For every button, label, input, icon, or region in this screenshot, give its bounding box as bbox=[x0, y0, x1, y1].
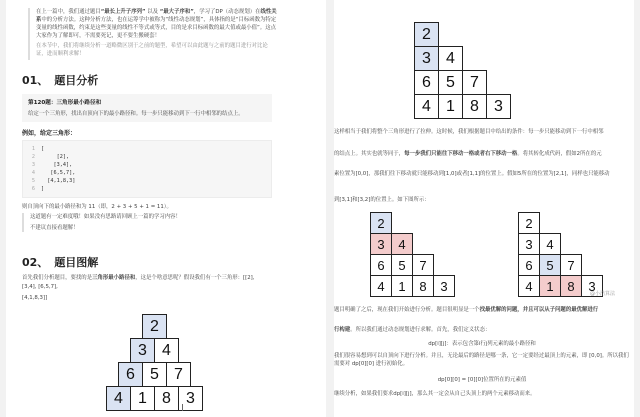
watermark: @小浩算法 bbox=[590, 291, 616, 297]
intro-text: 中的分析方法。这种分析方法，也在运筹学中被称为“线性动态规划”，具体指的是“目标函数为特定变量的线性函数，约束是这些变量的线性不等式或等式，目的是求目标函数的最大值或最小值”。这点大家作为了解即可，不需要死记，更不要生搬硬套！ bbox=[36, 17, 277, 39]
formula-dp-init: dp[0][0] = [0][0]位置所在的元素值 bbox=[437, 377, 527, 383]
triangle-cell: 3 bbox=[130, 338, 155, 363]
right-text: 。所以我们通过动态规划进行求解。首先，我们定义状态： bbox=[350, 327, 491, 333]
code-line: [4,1,8,3] bbox=[41, 178, 76, 184]
section2-line-3: [4,1,8,3]] bbox=[22, 295, 48, 301]
warning-line-1: 这道题有一定难度哦！如果没有思路请回顾上一篇的学习内容！ bbox=[30, 214, 181, 220]
triangle-cell: 5 bbox=[142, 362, 167, 387]
section2-line-1 bbox=[22, 274, 292, 282]
triangle-cell: 4 bbox=[391, 233, 413, 255]
right-para-7: 继续分析，如果我们要求dp[i][j]，那么其一定会从自己头顶上的两个元素移动而来。 bbox=[334, 391, 536, 397]
triangle-cell: 5 bbox=[539, 254, 561, 276]
triangle-cell: 4 bbox=[154, 338, 179, 363]
section-title: 题目图解 bbox=[54, 256, 99, 269]
triangle-cell: 3 bbox=[486, 94, 511, 119]
code-line-number: 5 bbox=[31, 178, 35, 184]
triangle-cell: 4 bbox=[106, 386, 131, 411]
code-line-number: 2 bbox=[31, 154, 35, 160]
triangle-cell: 2 bbox=[142, 314, 167, 339]
triangle-cell: 3 bbox=[178, 386, 203, 411]
right-bold: 每一步我们只能往下移动一格或者右下移动一格 bbox=[404, 151, 518, 157]
triangle-cell: 8 bbox=[412, 275, 434, 297]
code-line-numbers bbox=[23, 145, 35, 193]
triangle-cell: 8 bbox=[462, 94, 487, 119]
code-line-number: 3 bbox=[31, 162, 35, 168]
triangle-cell: 8 bbox=[560, 275, 582, 297]
intro-quote bbox=[28, 8, 278, 60]
example-title: 例如，给定三角形： bbox=[22, 130, 77, 137]
triangle-cell: 2 bbox=[414, 22, 439, 47]
right-para-3: 到[3,1]和[3,2]的位置上。如下图所示： bbox=[334, 197, 430, 203]
section-title: 题目分析 bbox=[54, 74, 99, 87]
section-number: 02、 bbox=[22, 256, 49, 269]
triangle-cell: 8 bbox=[154, 386, 179, 411]
code-line: [6,5,7], bbox=[41, 170, 76, 176]
triangle-cell: 3 bbox=[414, 46, 439, 71]
intro-bold-linear: 线性关系 bbox=[36, 9, 277, 23]
code-line-number: 1 bbox=[31, 146, 35, 152]
left-page bbox=[6, 0, 326, 417]
right-text: 这样相当于我们将整个三角形进行了拉伸。这时候，我们根据题目中给出的条件：每一步只能移动到下一行中相邻 bbox=[334, 129, 604, 135]
right-para-5 bbox=[334, 326, 630, 334]
triangle-cell: 7 bbox=[166, 362, 191, 387]
code-block bbox=[22, 140, 272, 198]
triangle-cell: 3 bbox=[433, 275, 455, 297]
intro-text: 在上一篇中，我们通过题目 bbox=[36, 9, 101, 15]
code-line: [2], bbox=[41, 154, 70, 160]
triangle-cell: 6 bbox=[518, 254, 540, 276]
text-cursor bbox=[182, 404, 183, 411]
triangle-cell: 6 bbox=[414, 70, 439, 95]
right-para-1 bbox=[334, 128, 630, 136]
right-para-4 bbox=[334, 306, 630, 314]
intro-bold-maxsub: “最大子序和” bbox=[159, 9, 194, 15]
triangle-cell: 6 bbox=[118, 362, 143, 387]
s2-text: 首先我们分析题目，要找的是 bbox=[22, 275, 93, 281]
triangle-cell: 3 bbox=[581, 275, 603, 297]
triangle-cell: 5 bbox=[438, 70, 463, 95]
triangle-cell: 7 bbox=[412, 254, 434, 276]
triangle-cell: 1 bbox=[391, 275, 413, 297]
triangle-cell: 7 bbox=[560, 254, 582, 276]
section-02-heading bbox=[22, 254, 98, 270]
triangle-cell: 4 bbox=[539, 233, 561, 255]
triangle-cell: 3 bbox=[370, 233, 392, 255]
intro-bold-lis: “最长上升子序列” bbox=[100, 9, 146, 15]
code-line-number: 6 bbox=[31, 186, 35, 192]
problem-title: 第120题：三角形最小路径和 bbox=[28, 100, 102, 106]
warning-quote bbox=[22, 213, 272, 232]
right-bold: 行 bbox=[592, 307, 599, 313]
formula-dp-definition: dp[i][j]：表示包含第i行j列元素的最小路径和 bbox=[428, 341, 536, 347]
code-line: [ bbox=[41, 146, 45, 152]
section-01-heading bbox=[22, 72, 98, 88]
triangle-cell: 2 bbox=[370, 212, 392, 234]
right-text: 的结点上。其实也就等同于， bbox=[334, 151, 405, 157]
intro-paragraph-1 bbox=[36, 8, 278, 40]
code-line: [3,4], bbox=[41, 162, 73, 168]
s2-text: ，这是个啥意思呢？假设我们有一个三角形：[[2], bbox=[135, 275, 255, 281]
triangle-cell: 5 bbox=[391, 254, 413, 276]
triangle-cell: 1 bbox=[539, 275, 561, 297]
section-number: 01、 bbox=[22, 74, 49, 87]
triangle-cell: 7 bbox=[462, 70, 487, 95]
triangle-cell: 1 bbox=[438, 94, 463, 119]
intro-text: 以及 bbox=[145, 9, 160, 15]
intro-paragraph-2: 在本节中，我们将继续分析一道略微区别于之前的题型，希望可以由此题与之前的题目进行对比论证，进而顺利求解！ bbox=[36, 43, 268, 57]
code-line: ] bbox=[41, 186, 45, 192]
section2-line-2: [3,4], [6,5,7], bbox=[22, 284, 58, 290]
triangle-cell: 2 bbox=[518, 212, 540, 234]
result-text: 则自顶向下的最小路径和为 11（即，2 + 3 + 5 + 1 = 11）。 bbox=[22, 204, 172, 210]
intro-text: ，学习了DP（动态规划）在 bbox=[193, 9, 261, 15]
triangle-cell: 4 bbox=[518, 275, 540, 297]
triangle-cell: 3 bbox=[518, 233, 540, 255]
right-bold: 行构建 bbox=[334, 327, 351, 333]
s2-bold: 三角形最小路径和 bbox=[92, 275, 136, 281]
right-para-6: 我们很容易想到可以自顶向下进行分析。并且，无论最后的路径是哪一条，它一定要经过最顶上的元素，即 [0,0]。所以我们需要对 dp[0][0] 进行初始化。 bbox=[334, 353, 629, 367]
problem-box bbox=[22, 94, 272, 122]
triangle-cell: 6 bbox=[370, 254, 392, 276]
right-page bbox=[334, 0, 634, 417]
right-text: 题目明确了之后，现在我们开始进行分析。题目很明显是一个 bbox=[334, 307, 480, 313]
code-lines bbox=[41, 145, 75, 193]
triangle-cell: 4 bbox=[370, 275, 392, 297]
problem-text: 给定一个三角形，找出自顶向下的最小路径和。每一步只能移动到下一行中相邻的结点上。 bbox=[28, 111, 244, 117]
right-para-1b bbox=[334, 150, 630, 158]
right-para-2: 素位置为[0,0]，那我们往下移动就只能移动到[1,0]或者[1,1]的位置上。假如5所在的位置为[2,1]，同样也只能移动 bbox=[334, 171, 610, 177]
warning-line-2: 不建议直接看题解！ bbox=[30, 225, 79, 231]
triangle-cell: 1 bbox=[130, 386, 155, 411]
code-line-number: 4 bbox=[31, 170, 35, 176]
right-bold: 找最优解的问题，并且可以从子问题的最优解进 bbox=[479, 307, 593, 313]
triangle-cell: 4 bbox=[438, 46, 463, 71]
triangle-cell: 4 bbox=[414, 94, 439, 119]
right-text: 。将其转化成代码，假如2所在的元 bbox=[517, 151, 602, 157]
